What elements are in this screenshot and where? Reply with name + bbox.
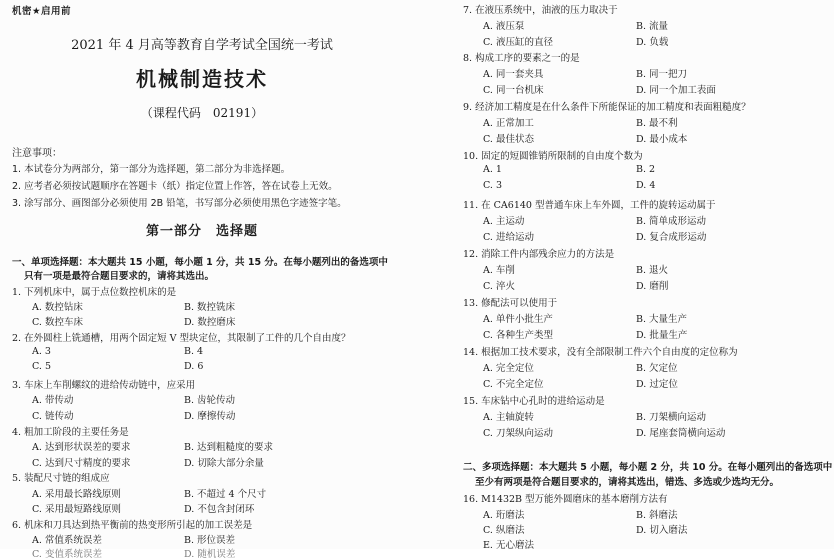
option: C. 液压缸的直径 xyxy=(483,37,553,48)
option: C. 纵磨法 xyxy=(483,525,525,536)
option: D. 切入磨法 xyxy=(636,525,688,536)
option: E. 无心磨法 xyxy=(483,540,534,551)
option: C. 数控车床 xyxy=(32,317,83,328)
left-column xyxy=(12,0,417,560)
subject-title: 机械制造技术 xyxy=(136,67,268,91)
option: D. 数控磨床 xyxy=(184,317,236,328)
section-heading: 二、多项选择题：本大题共 5 小题，每小题 2 分，共 10 分。在每小题列出的备选项中 xyxy=(463,462,833,473)
question-stem: 13. 修配法可以使用于 xyxy=(463,298,558,309)
option: A. 单件小批生产 xyxy=(483,314,553,325)
option: D. 不包含封闭环 xyxy=(184,504,255,515)
option: C. 采用最短路线原则 xyxy=(32,504,121,515)
option: D. 负载 xyxy=(636,37,669,48)
option: B. 4 xyxy=(184,346,204,357)
notes-title: 注意事项： xyxy=(12,148,62,159)
option: A. 采用最长路线原则 xyxy=(32,489,121,500)
question-stem: 11. 在 CA6140 型普通车床上车外圆，工件的旋转运动属于 xyxy=(463,200,716,211)
option: C. 不完全定位 xyxy=(483,379,544,390)
option: B. 退火 xyxy=(636,265,669,276)
option: B. 大量生产 xyxy=(636,314,688,325)
option: B. 齿轮传动 xyxy=(184,395,236,406)
option: B. 同一把刀 xyxy=(636,69,688,80)
question-stem: 14. 根据加工技术要求，没有全部限制工件六个自由度的定位称为 xyxy=(463,347,738,358)
option: A. 常值系统误差 xyxy=(32,535,102,546)
option: C. 链传动 xyxy=(32,411,74,422)
note-item: 3. 涂写部分、画图部分必须使用 2B 铅笔，书写部分必须使用黑色字迹签字笔。 xyxy=(12,198,347,209)
secret-label: 机密★启用前 xyxy=(12,6,72,17)
option: A. 带传动 xyxy=(32,395,74,406)
question-stem: 4. 粗加工阶段的主要任务是 xyxy=(12,427,129,438)
question-stem: 10. 固定的短圆锥销所限制的自由度个数为 xyxy=(463,151,643,162)
question-stem: 1. 下列机床中，属于点位数控机床的是 xyxy=(12,287,177,298)
option: D. 尾座套筒横向运动 xyxy=(636,428,726,439)
question-stem: 12. 消除工件内部残余应力的方法是 xyxy=(463,249,615,260)
option: B. 刀架横向运动 xyxy=(636,412,707,423)
option: D. 批量生产 xyxy=(636,330,688,341)
option: B. 数控铣床 xyxy=(184,302,236,313)
option: C. 进给运动 xyxy=(483,232,534,243)
option: A. 达到形状误差的要求 xyxy=(32,442,131,453)
option: D. 摩擦传动 xyxy=(184,411,236,422)
right-column xyxy=(463,0,831,549)
option: B. 欠定位 xyxy=(636,363,678,374)
option: C. 最佳状态 xyxy=(483,134,534,145)
option: A. 车削 xyxy=(483,265,515,276)
option: D. 复合成形运动 xyxy=(636,232,707,243)
option: A. 主轴旋转 xyxy=(483,412,534,423)
exam-title: 2021 年 4 月高等教育自学考试全国统一考试 xyxy=(71,38,333,53)
option: C. 3 xyxy=(483,180,503,191)
question-stem: 8. 构成工序的要素之一的是 xyxy=(463,53,580,64)
option: D. 同一个加工表面 xyxy=(636,85,716,96)
option: C. 同一台机床 xyxy=(483,85,544,96)
part-title-number: 第一部分 xyxy=(145,224,202,239)
question-stem: 3. 车床上车削螺纹的进给传动链中，应采用 xyxy=(12,380,196,391)
option: B. 简单成形运动 xyxy=(636,216,707,227)
option: A. 数控钻床 xyxy=(32,302,83,313)
option: C. 各种生产类型 xyxy=(483,330,553,341)
option: B. 达到粗糙度的要求 xyxy=(184,442,274,453)
part-title xyxy=(12,220,392,239)
note-item: 1. 本试卷分为两部分，第一部分为选择题，第二部分为非选择题。 xyxy=(12,164,291,175)
option: A. 液压泵 xyxy=(483,21,525,32)
option: C. 刀架纵向运动 xyxy=(483,428,553,439)
option: B. 流量 xyxy=(636,21,669,32)
question-stem: 7. 在液压系统中，油液的压力取决于 xyxy=(463,5,618,16)
question-stem: 15. 车床钻中心孔时的进给运动是 xyxy=(463,396,605,407)
option: A. 1 xyxy=(483,164,502,175)
option: B. 最不利 xyxy=(636,118,678,129)
option: A. 3 xyxy=(32,346,51,357)
option: B. 2 xyxy=(636,164,656,175)
question-stem: 2. 在外圆柱上铣通槽，用两个固定短 V 型块定位，其限制了工件的几个自由度？ xyxy=(12,333,351,344)
option: B. 不超过 4 个尺寸 xyxy=(184,489,267,500)
option: A. 正常加工 xyxy=(483,118,534,129)
option: D. 4 xyxy=(636,180,656,191)
question-stem: 16. M1432B 型万能外圆磨床的基本磨削方法有 xyxy=(463,494,668,505)
option: A. 珩磨法 xyxy=(483,510,525,521)
section-heading-cont: 至少有两项是符合题目要求的，请将其选出，错选、多选或少选均无分。 xyxy=(475,477,780,488)
option: D. 磨削 xyxy=(636,281,669,292)
option: A. 完全定位 xyxy=(483,363,534,374)
option: D. 最小成本 xyxy=(636,134,688,145)
option: B. 形位误差 xyxy=(184,535,236,546)
question-stem: 5. 装配尺寸链的组成应 xyxy=(12,473,110,484)
section-heading: 一、单项选择题：本大题共 15 小题，每小题 1 分，共 15 分。在每小题列出的备选项中 xyxy=(12,257,388,268)
note-item: 2. 应考者必须按试题顺序在答题卡（纸）指定位置上作答，答在试卷上无效。 xyxy=(12,181,338,192)
option: D. 6 xyxy=(184,361,204,372)
option: C. 5 xyxy=(32,361,52,372)
section-heading-cont: 只有一项是最符合题目要求的，请将其选出。 xyxy=(24,271,215,282)
option: C. 达到尺寸精度的要求 xyxy=(32,458,131,469)
option: C. 淬火 xyxy=(483,281,515,292)
option: A. 主运动 xyxy=(483,216,525,227)
option: D. 切除大部分余量 xyxy=(184,458,264,469)
option: A. 同一套夹具 xyxy=(483,69,544,80)
question-stem: 6. 机床和刀具达到热平衡前的热变形所引起的加工误差是 xyxy=(12,520,253,531)
option: C. 变值系统误差 xyxy=(32,549,102,560)
question-stem: 9. 经济加工精度是在什么条件下所能保证的加工精度和表面粗糙度？ xyxy=(463,102,751,113)
part-title-name: 选择题 xyxy=(216,224,259,239)
option: D. 随机误差 xyxy=(184,549,236,560)
option: D. 过定位 xyxy=(636,379,678,390)
course-code: （课程代码 02191） xyxy=(140,106,264,120)
option: B. 斜磨法 xyxy=(636,510,678,521)
